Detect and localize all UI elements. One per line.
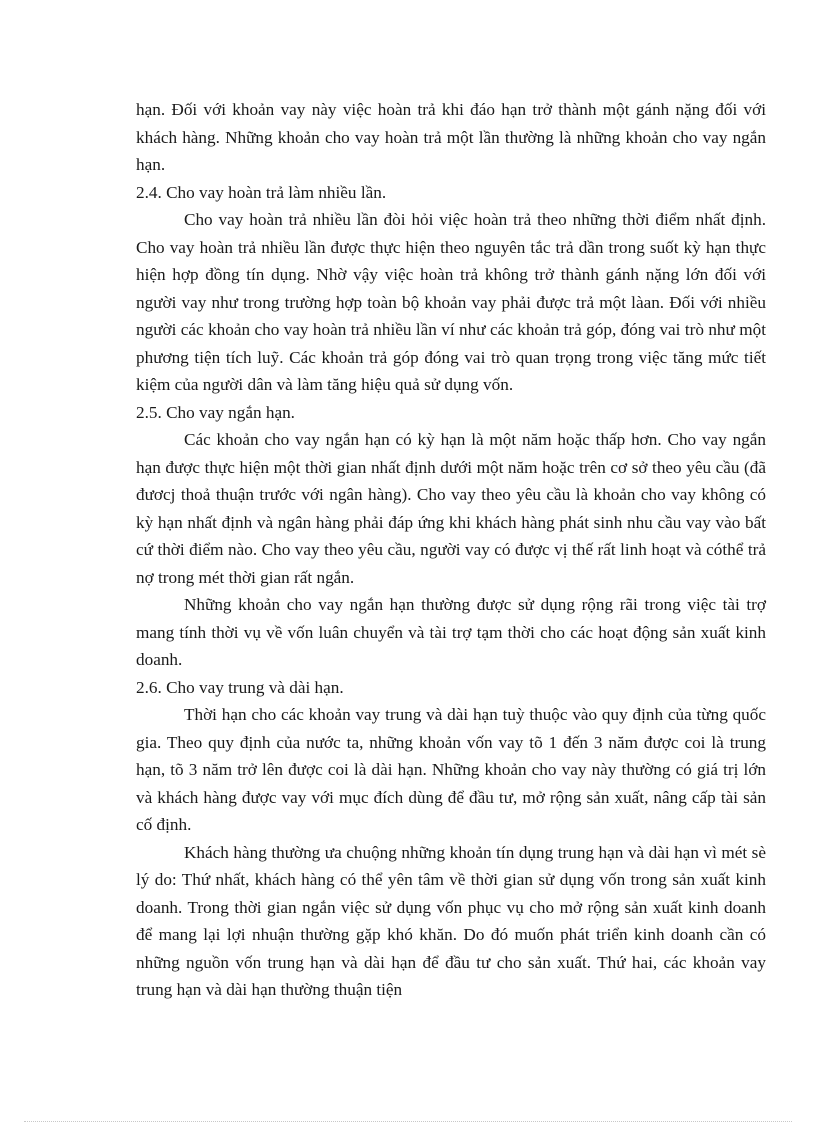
section-heading-2-6: 2.6. Cho vay trung và dài hạn. bbox=[136, 677, 344, 697]
section-heading-2-4: 2.4. Cho vay hoàn trả làm nhiều lần. bbox=[136, 182, 387, 202]
document-body bbox=[136, 96, 766, 1004]
paragraph-continuation: hạn. Đối với khoản vay này việc hoàn trả khi đáo hạn trở thành một gánh nặng đối với khách hàng. Những khoản cho vay hoàn trả một lần thường là những khoản cho vay ngắn hạn. bbox=[136, 100, 766, 174]
paragraph-installment-loans: Cho vay hoàn trả nhiều lần đòi hỏi việc hoàn trả theo những thời điểm nhất định. Cho vay hoàn trả nhiều lần được thực hiện theo nguyên tắc trả dần trong suốt kỳ hạn thực hiện hợp đồng tín dụng. Nhờ vậy việc hoàn trả không trở thành gánh nặng lớn đối với người vay như trong trường hợp toàn bộ khoản vay phải được trả một làan. Đối với nhiều người các khoản cho vay hoàn trả nhiều lần ví như các khoản trả góp, đóng vai trò như một phương tiện tích luỹ. Các khoản trả góp đóng vai trò quan trọng trong việc tăng mức tiết kiệm của người dân và làm tăng hiệu quả sử dụng vốn. bbox=[136, 210, 766, 394]
page-bottom-divider bbox=[24, 1121, 792, 1122]
paragraph-medium-long-term-reasons: Khách hàng thường ưa chuộng những khoản tín dụng trung hạn và dài hạn vì mét sè lý do: Thứ nhất, khách hàng có thể yên tâm về thời gian sử dụng vốn trong sản xuất kinh doanh. Trong thời gian ngắn việc sử dụng vốn phục vụ cho mở rộng sản xuất kinh doanh để mang lại lợi nhuận thường gặp khó khăn. Do đó muốn phát triển kinh doanh cần có những nguồn vốn trung hạn và dài hạn để đầu tư cho sản xuất. Thứ hai, các khoản vay trung hạn và dài hạn thường thuận tiện bbox=[136, 842, 766, 999]
paragraph-medium-long-term-definition: Thời hạn cho các khoản vay trung và dài hạn tuỳ thuộc vào quy định của từng quốc gia. Theo quy định của nước ta, những khoản vốn vay tõ 1 đến 3 năm được coi là trung hạn, tõ 3 năm trở lên được coi là dài hạn. Những khoản cho vay này thường có giá trị lớn và khách hàng được vay với mục đích dùng để đầu tư, mở rộng sản xuất, nâng cấp tài sản cố định. bbox=[136, 705, 766, 834]
section-heading-2-5: 2.5. Cho vay ngắn hạn. bbox=[136, 402, 295, 422]
paragraph-short-term-definition: Các khoản cho vay ngắn hạn có kỳ hạn là một năm hoặc thấp hơn. Cho vay ngắn hạn được thực hiện một thời gian nhất định dưới một năm hoặc trên cơ sở theo yêu cầu (đã đươcj thoả thuận trước với ngân hàng). Cho vay theo yêu cầu là khoản cho vay không có kỳ hạn nhất định và ngân hàng phải đáp ứng khi khách hàng phát sinh nhu cầu vay vào bất cứ thời điểm nào. Cho vay theo yêu cầu, người vay có được vị thế rất linh hoạt và cóthể trả nợ trong mét thời gian rất ngắn. bbox=[136, 430, 766, 587]
paragraph-short-term-usage: Những khoản cho vay ngắn hạn thường được sử dụng rộng rãi trong việc tài trợ mang tính thời vụ về vốn luân chuyển và tài trợ tạm thời cho các hoạt động sản xuất kinh doanh. bbox=[136, 595, 766, 669]
